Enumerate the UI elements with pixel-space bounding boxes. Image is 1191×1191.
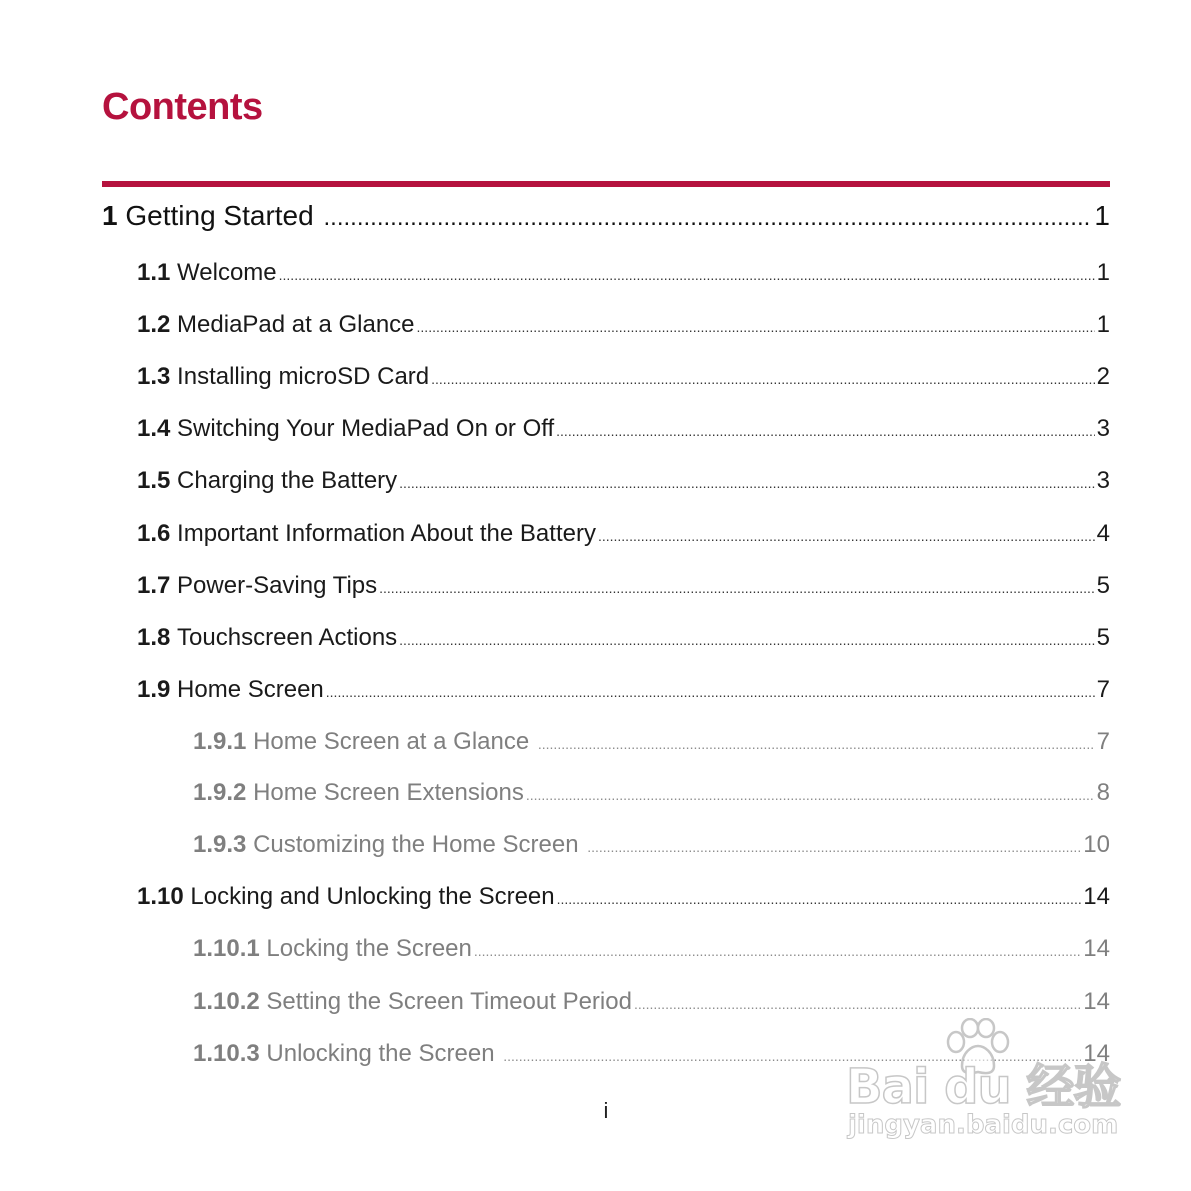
toc-entry-number: 1.7 [137,572,171,599]
toc-entry-number: 1.9 [137,676,171,703]
toc-entry-1-10-2[interactable] [193,988,1110,1016]
toc-entry-title: Power-Saving Tips [177,572,378,599]
dot-leader [526,787,1095,803]
toc-entry-title: Home Screen at a Glance [253,728,530,755]
toc-entry-1-9-1[interactable] [193,728,1110,756]
toc-entry-title: MediaPad at a Glance [177,311,415,338]
dot-leader [598,528,1095,544]
dot-leader [399,632,1094,648]
toc-entry-page: 4 [1096,520,1110,547]
toc-entry-number: 1.9.3 [193,831,247,858]
dot-leader [399,475,1094,491]
toc-entry-number: 1.5 [137,467,171,494]
dot-leader [417,319,1095,335]
toc-entry-number: 1.8 [137,624,171,651]
toc-entry-page: 3 [1096,415,1110,442]
dot-leader [431,371,1095,387]
toc-entry-page: 14 [1083,988,1110,1015]
toc-entry-page: 7 [1096,728,1110,755]
toc-entry-page: 10 [1083,831,1110,858]
toc-entry-1-8[interactable] [137,624,1110,652]
watermark-brand: Bai du 经验 [846,1059,1121,1115]
toc-entry-1-2[interactable] [137,311,1110,339]
toc-entry-number: 1.9.2 [193,779,247,806]
dot-leader [634,996,1081,1012]
toc-entry-number: 1.10.3 [193,1040,260,1067]
toc-entry-1-5[interactable] [137,467,1110,495]
dot-leader [279,267,1095,283]
toc-entry-page: 14 [1083,883,1110,910]
dot-leader [379,580,1095,596]
toc-entry-title: Installing microSD Card [177,363,430,390]
toc-entry-title: Charging the Battery [177,467,398,494]
toc-entry-title: Important Information About the Battery [177,520,596,547]
toc-entry-number: 1.9.1 [193,728,247,755]
toc-entry-number: 1.10.1 [193,935,260,962]
toc-entry-title: Getting Started [125,200,314,231]
watermark-url: jingyan.baidu.com [848,1110,1119,1140]
toc-entry-title: Unlocking the Screen [266,1040,495,1067]
toc-entry-page: 1 [1094,200,1110,231]
toc-entry-page: 3 [1096,467,1110,494]
toc-entry-number: 1.4 [137,415,171,442]
dot-leader [587,839,1081,855]
title-divider [102,181,1110,187]
toc-entry-title: Switching Your MediaPad On or Off [177,415,555,442]
toc-entry-page: 14 [1083,935,1110,962]
baidu-watermark [846,1018,1121,1148]
toc-entry-1-9-2[interactable] [193,779,1110,807]
page-title: Contents [102,86,263,128]
toc-entry-number: 1.1 [137,259,171,286]
toc-entry-number: 1.3 [137,363,171,390]
toc-entry-1-4[interactable] [137,415,1110,443]
toc-entry-title: Home Screen [177,676,324,703]
dot-leader [557,891,1082,907]
toc-entry-page: 1 [1096,259,1110,286]
toc-entry-1-10-1[interactable] [193,935,1110,963]
toc-entry-title: Touchscreen Actions [177,624,398,651]
toc-entry-page: 8 [1096,779,1110,806]
toc-entry-number: 1.6 [137,520,171,547]
toc-entry-title: Locking the Screen [266,935,472,962]
toc-entry-page: 7 [1096,676,1110,703]
toc-entry-number: 1.2 [137,311,171,338]
dot-leader [556,423,1094,439]
toc-entry-page: 14 [1083,1040,1110,1067]
toc-entry-1-7[interactable] [137,572,1110,600]
page-number: i [603,1098,609,1123]
toc-entry-1-6[interactable] [137,520,1110,548]
toc-entry-title: Home Screen Extensions [253,779,524,806]
toc-entry-chapter-1[interactable] [102,200,1110,232]
toc-entry-1-1[interactable] [137,259,1110,287]
toc-entry-page: 2 [1096,363,1110,390]
toc-entry-page: 1 [1096,311,1110,338]
toc-entry-1-9-3[interactable] [193,831,1110,859]
dot-leader [538,736,1095,752]
toc-entry-page: 5 [1096,624,1110,651]
toc-entry-title: Setting the Screen Timeout Period [266,988,632,1015]
dot-leader [323,204,1092,232]
toc-entry-title: Welcome [177,259,277,286]
toc-entry-number: 1.10.2 [193,988,260,1015]
toc-entry-title: Locking and Unlocking the Screen [190,883,555,910]
toc-entry-1-10[interactable] [137,883,1110,911]
toc-entry-title: Customizing the Home Screen [253,831,579,858]
toc-entry-page: 5 [1096,572,1110,599]
dot-leader [474,943,1081,959]
toc-entry-1-3[interactable] [137,363,1110,391]
toc-entry-number: 1 [102,200,118,231]
dot-leader [326,684,1095,700]
toc-entry-number: 1.10 [137,883,184,910]
toc-entry-1-9[interactable] [137,676,1110,704]
